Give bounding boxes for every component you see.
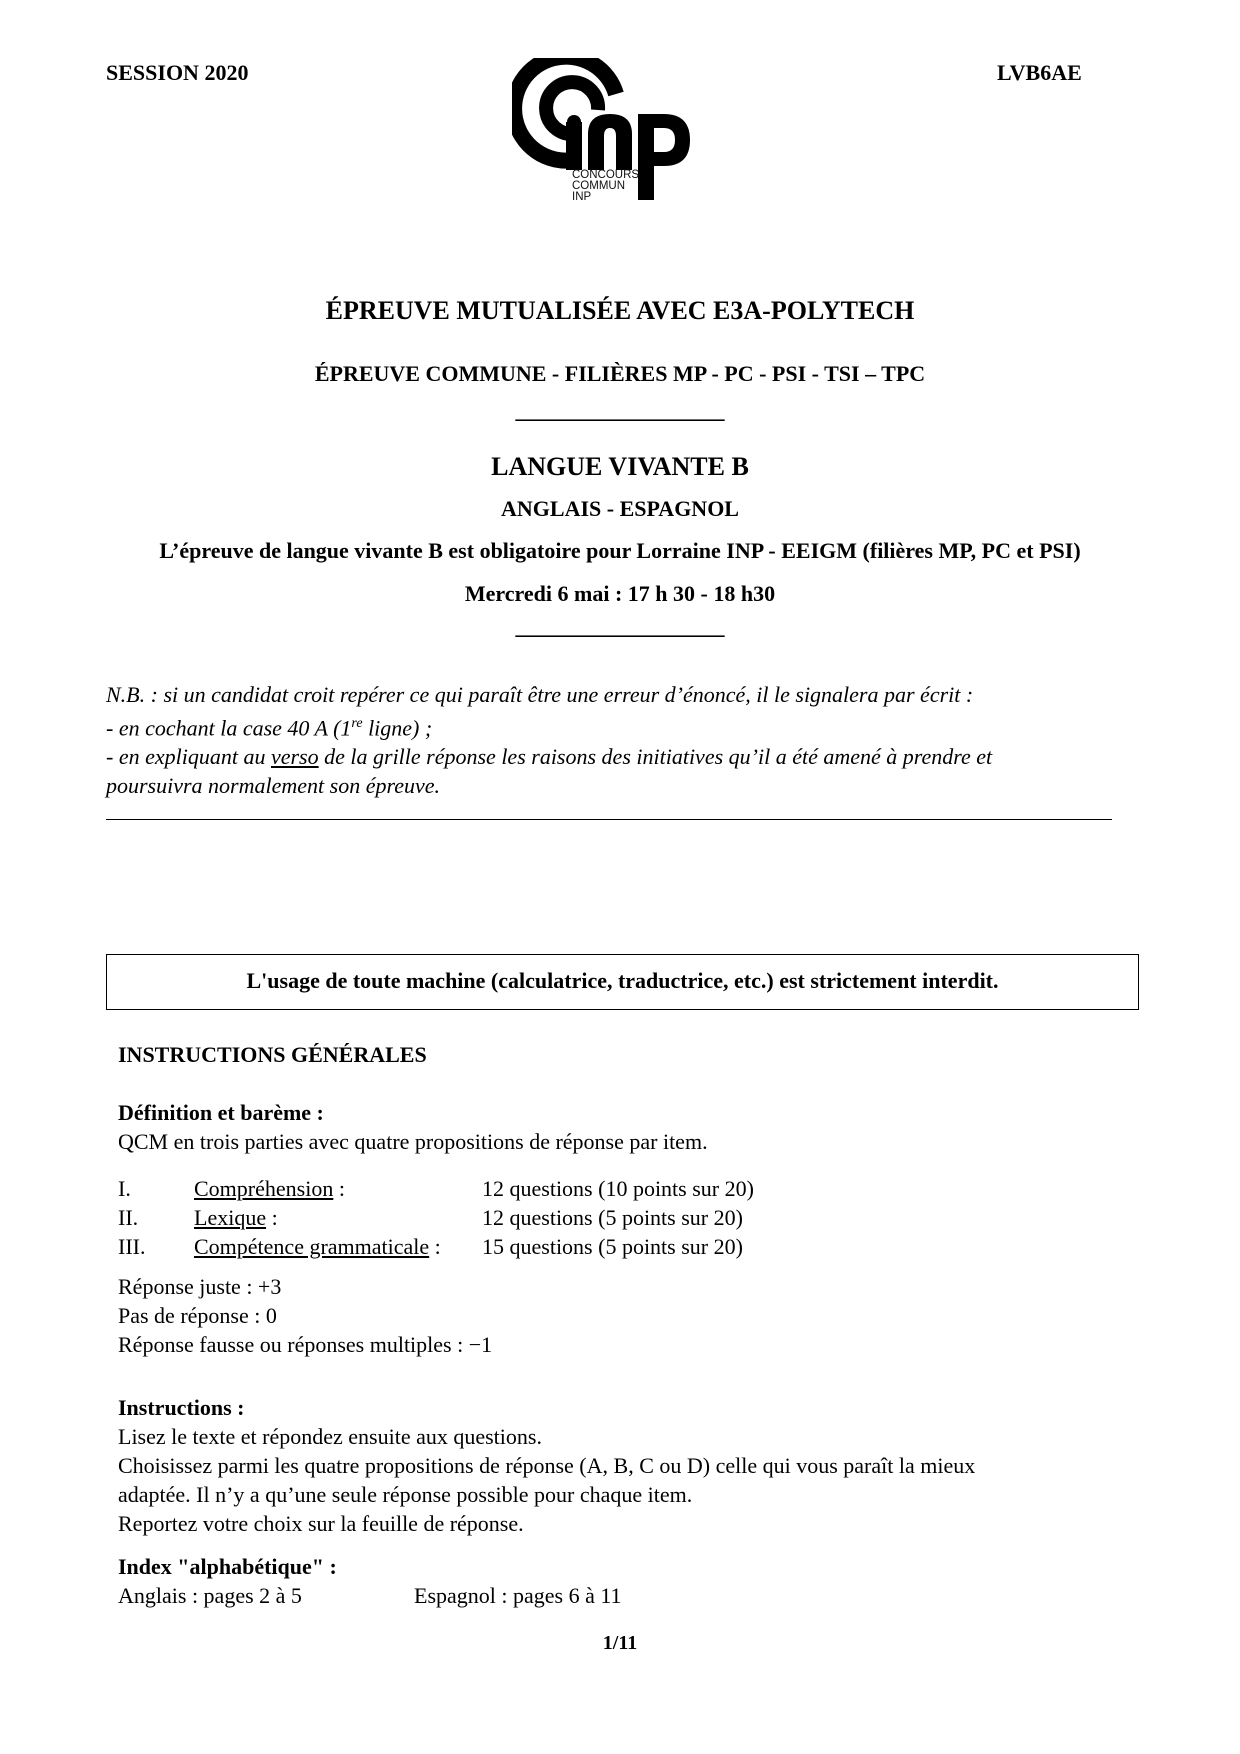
definition-section (118, 1098, 708, 1156)
subject-title: LANGUE VIVANTE B (491, 452, 749, 481)
title-separator: ___________________ (515, 398, 725, 423)
common-exam-title: ÉPREUVE COMMUNE - FILIÈRES MP - PC - PSI - TSI – TPC (314, 361, 926, 386)
nb-line: poursuivra normalement son épreuve. (106, 773, 441, 799)
logo-caption (572, 170, 639, 203)
nb-line: - en cochant la case 40 A (1re ligne) ; (106, 715, 433, 741)
logo-caption-line: COMMUN (572, 180, 626, 192)
index-row (118, 1581, 1018, 1610)
definition-heading: Définition et barème : (118, 1100, 324, 1125)
inp-logo (512, 58, 702, 210)
nb-line: - en expliquant au verso de la grille réponse les raisons des initiatives qu’il a été amené à prendre et (106, 744, 993, 770)
scoring-section (118, 1272, 492, 1359)
exam-date: Mercredi 6 mai : 17 h 30 - 18 h30 (464, 581, 776, 606)
instructions-section (118, 1393, 975, 1538)
session-label: SESSION 2020 (106, 60, 249, 85)
exam-code: LVB6AE (997, 60, 1082, 85)
scoring-line: Réponse fausse ou réponses multiples : −1 (118, 1332, 493, 1357)
instructions-line: Choisissez parmi les quatre propositions de réponse (A, B, C ou D) celle qui vous paraît la mieux (118, 1453, 976, 1478)
instructions-line: Reportez votre choix sur la feuille de réponse. (118, 1511, 524, 1536)
index-spanish: Espagnol : pages 6 à 11 (414, 1583, 622, 1608)
index-heading: Index "alphabétique" : (118, 1554, 337, 1579)
logo-caption-line: CONCOURS (572, 169, 640, 181)
instructions-title: INSTRUCTIONS GÉNÉRALES (118, 1042, 427, 1067)
mandatory-note: L’épreuve de langue vivante B est obligatoire pour Lorraine INP - EEIGM (filières MP, PC et PSI) (159, 538, 1081, 563)
nb-note (106, 680, 1146, 800)
instructions-heading: Instructions : (118, 1395, 245, 1420)
notice-box: L'usage de toute machine (calculatrice, traductrice, etc.) est strictement interdit. (106, 954, 1139, 1010)
scoring-line: Réponse juste : +3 (118, 1274, 282, 1299)
date-separator: ___________________ (515, 614, 725, 639)
definition-text: QCM en trois parties avec quatre propositions de réponse par item. (118, 1129, 708, 1154)
logo-caption-line: INP (572, 191, 592, 203)
instructions-line: Lisez le texte et répondez ensuite aux questions. (118, 1424, 542, 1449)
nb-line: N.B. : si un candidat croit repérer ce qui paraît être une erreur d’énoncé, il le signalera par écrit : (106, 682, 974, 707)
index-section (118, 1552, 1018, 1610)
languages-title: ANGLAIS - ESPAGNOL (501, 496, 739, 521)
horizontal-rule (106, 819, 1112, 820)
page-number: 1/11 (602, 1632, 638, 1654)
instructions-line: adaptée. Il n’y a qu’une seule réponse possible pour chaque item. (118, 1482, 693, 1507)
index-english: Anglais : pages 2 à 5 (118, 1583, 302, 1608)
main-title: ÉPREUVE MUTUALISÉE AVEC E3A-POLYTECH (325, 296, 915, 325)
scoring-line: Pas de réponse : 0 (118, 1303, 277, 1328)
